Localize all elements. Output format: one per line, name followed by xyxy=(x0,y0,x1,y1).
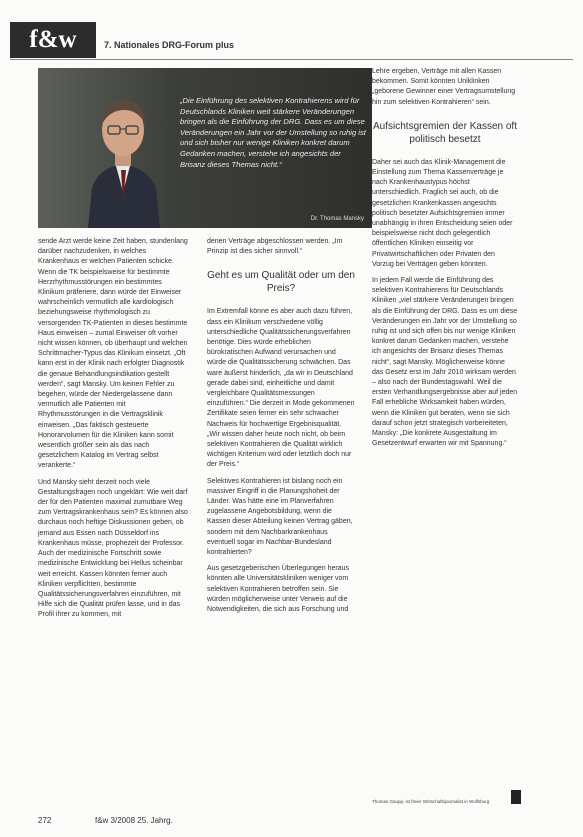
subheading: Geht es um Qualität oder um den Preis? xyxy=(207,270,355,295)
portrait-figure xyxy=(78,84,168,228)
paragraph: Im Extremfall könne es aber auch dazu führen, dass ein Klinikum verschiedene völlig unterschiedliche Qualitätssicherungsverfahren benötige. Dies würde erheblichen bürokratischen Aufwand verursachen und würde die Qualitätssicherung schwächen. Das ware äußerst hinderlich, „da wir in Deutschland gerade dabei sind, einheitliche und damit vergleichbare Qualitätsmessungen einzuführen.“ Die derzeit in Mode gekommenen Zertifikate seien ferner ein sehr schwacher Nachweis für hochwertige Ergebnisqualität. „Wir wissen daher heute noch nicht, ob beim selektiven Kontrahieren die Qualität wirklich wichtigen Kriterium wird oder letztlich doch nur der Preis.“ xyxy=(207,308,355,469)
paragraph: denen Verträge abgeschlossen werden. „Im Prinzip ist dies sicher sinnvoll.“ xyxy=(207,238,343,256)
paragraph: Und Mansky sieht derzeit noch viele Gestaltungsfragen noch ungeklärt: Wie weit darf der für den Patienten maximal zumutbare Weg zum Vertragskrankenhaus sein? Es können also durchaus noch heftige Diskussionen geben, ob jemand aus Essen nach Düsseldorf ins Krankenhaus müsse, prophezeit der Professor. Auch der medizinische Fortschritt sowie medizinische Entwicklung bei Hellus scheinbar weit erreicht. Kassen könnten ferner auch Kliniken verpflichten, bestimmte Qualitätssicherungsverfahren einzuführen, mit Hilfe sich die Qualität prüfen lasse, und in das Profil ihrer zu kommen, mit xyxy=(38,478,188,619)
author-note: Thomas Gaupp, ist freier Wirtschaftsjournalist in Wolfsburg xyxy=(372,799,490,804)
article-column-2 xyxy=(207,237,355,621)
paragraph: Aus gesetzgeberischen Überlegungen heraus könnten alle Universitätskliniken weniger vom selektiven Kontrahieren betroffen sein. Sie würden möglicherweise unter Verweis auf die Notwendigkeiten, die sich aus Forschung und xyxy=(207,565,350,614)
journal-logo: f&w xyxy=(10,22,96,58)
paragraph: Selektives Kontrahieren ist bislang noch ein massiver Eingriff in die Planungshoheit der Länder. Was hätte eine im Planverfahren zugelassene Angebotsbildung, wenn die Kassen dieser Abteilung keinen Vertrag gäben, sondern mit dem Nachbarkrankenhaus eventuell sogar im Nachbar-Bundesland kontrahierten? xyxy=(207,477,353,557)
page-number: 272 xyxy=(38,816,52,825)
paragraph: Daher sei auch das Klinik-Management die Einstellung zum Thema Kassenverträge je nach Krankenhaustypus höchst unterschiedlich. Fraglich sei auch, ob die gesetzlichen Krankenkassen angesichts politisch besetzter Aufsichtsgremien immer unabhängig in ihren Entscheidung seien oder beispielsweise nicht doch gelegentlich öffentlichen Kliniken einseitig vor Privatwirtschaftlichen oder Privaten den Vorzug bei Verträgen geben könnten. xyxy=(372,158,513,268)
header-divider xyxy=(10,59,573,60)
section-title: 7. Nationales DRG-Forum plus xyxy=(104,40,235,50)
journal-issue: f&w 3/2008 25. Jahrg. xyxy=(95,816,173,825)
paragraph: In jedem Fall werde die Einführung des selektiven Kontrahierens für Deutschlands Kliniken „viel stärkere Veränderungen bringen als die Einführung der DRG. Dass es um diese Veränderungen ein Jahr vor der Umstellung so ruhig ist und sich offen bis nur wenige Kliniken konkret darum Gedanken machen, verstehe ich angesichts der Brisanz dieses Themas nicht“, sagt Mansky. Möglicherweise könne das Gesetz erst im Jahr 2010 wirksam werden – also nach der Bundestagswahl. Weil die ersten Verhandlungsergebnisse aber auf jeden Fall erhebliche Wirksamkeit haben würden, wenn die Kliniken gut beraten, wenn sie sich darauf schon jetzt strategisch vorbereiteten, Mansky: „Die konkrete Ausgestaltung im Gesetzentwurf erwarten wir mit Spannung.“ xyxy=(372,277,518,448)
subheading: Aufsichtsgremien der Kassen oft politisch besetzt xyxy=(373,120,517,145)
pull-quote: „Die Einführung des selektiven Kontrahierens wird für Deutschlands Kliniken weit stärkere Veränderungen bringen als die Einführung der DRG. Dass es um diese Veränderungen ein Jahr vor der Umstellung so ruhig ist und sich bisher nur wenige Kliniken konkret darum Gedanken machen, verstehe ich angesichts der Brisanz dieses Themas nicht.“ xyxy=(180,96,366,169)
paragraph: Lehre ergeben, Verträge mit allen Kassen bekommen. Somit könnten Uniklinken „geborene Gewinner einer Vertragsumstellung hin zum selektiven Kontrahieren“ sein. xyxy=(372,68,516,106)
photo-credit: Dr. Thomas Mansky xyxy=(310,216,364,222)
article-column-1 xyxy=(38,237,188,627)
paragraph: sende Arzt werde keine Zeit haben, stundenlang darüber nachzudenken, in welches Krankenhaus er welchen Patienten schicke. Wenn die TK beispielsweise für bestimmte Herzrhythmusstörungen ein bestimmtes Klinikum präferiere, dann würde der Einweiser wahrscheinlich vermutlich alle kardiologisch beziehungsweise rhythmologisch zu versorgenden TK-Patienten in dieses bestimmte Haus einweisen – zumal Einweiser oft vorher nicht wissen können, ob überhaupt und welchen Schrittmacher-Typus das Klinikum einsetzt. „Oft kann erst in der Klinik nach erfolgter Diagnostik die genaue Behandlungsindikation gestellt werden“, sagt Mansky. Um keinen Fehler zu begehen, würde der Niedergelassene dann vermutlich alle Patienten mit Rhythmusstörungen in die Vertragsklinik einweisen. „Das faktisch gesteuerte Honorarvolumen für die Kliniken kann somit wesentlich größer sein als das nach gesetzlichem Katalog im Vertrag selbst verankerte.“ xyxy=(38,238,188,470)
article-column-3 xyxy=(372,67,518,456)
portrait-photo-block xyxy=(38,68,372,228)
end-of-article-mark xyxy=(511,790,521,804)
